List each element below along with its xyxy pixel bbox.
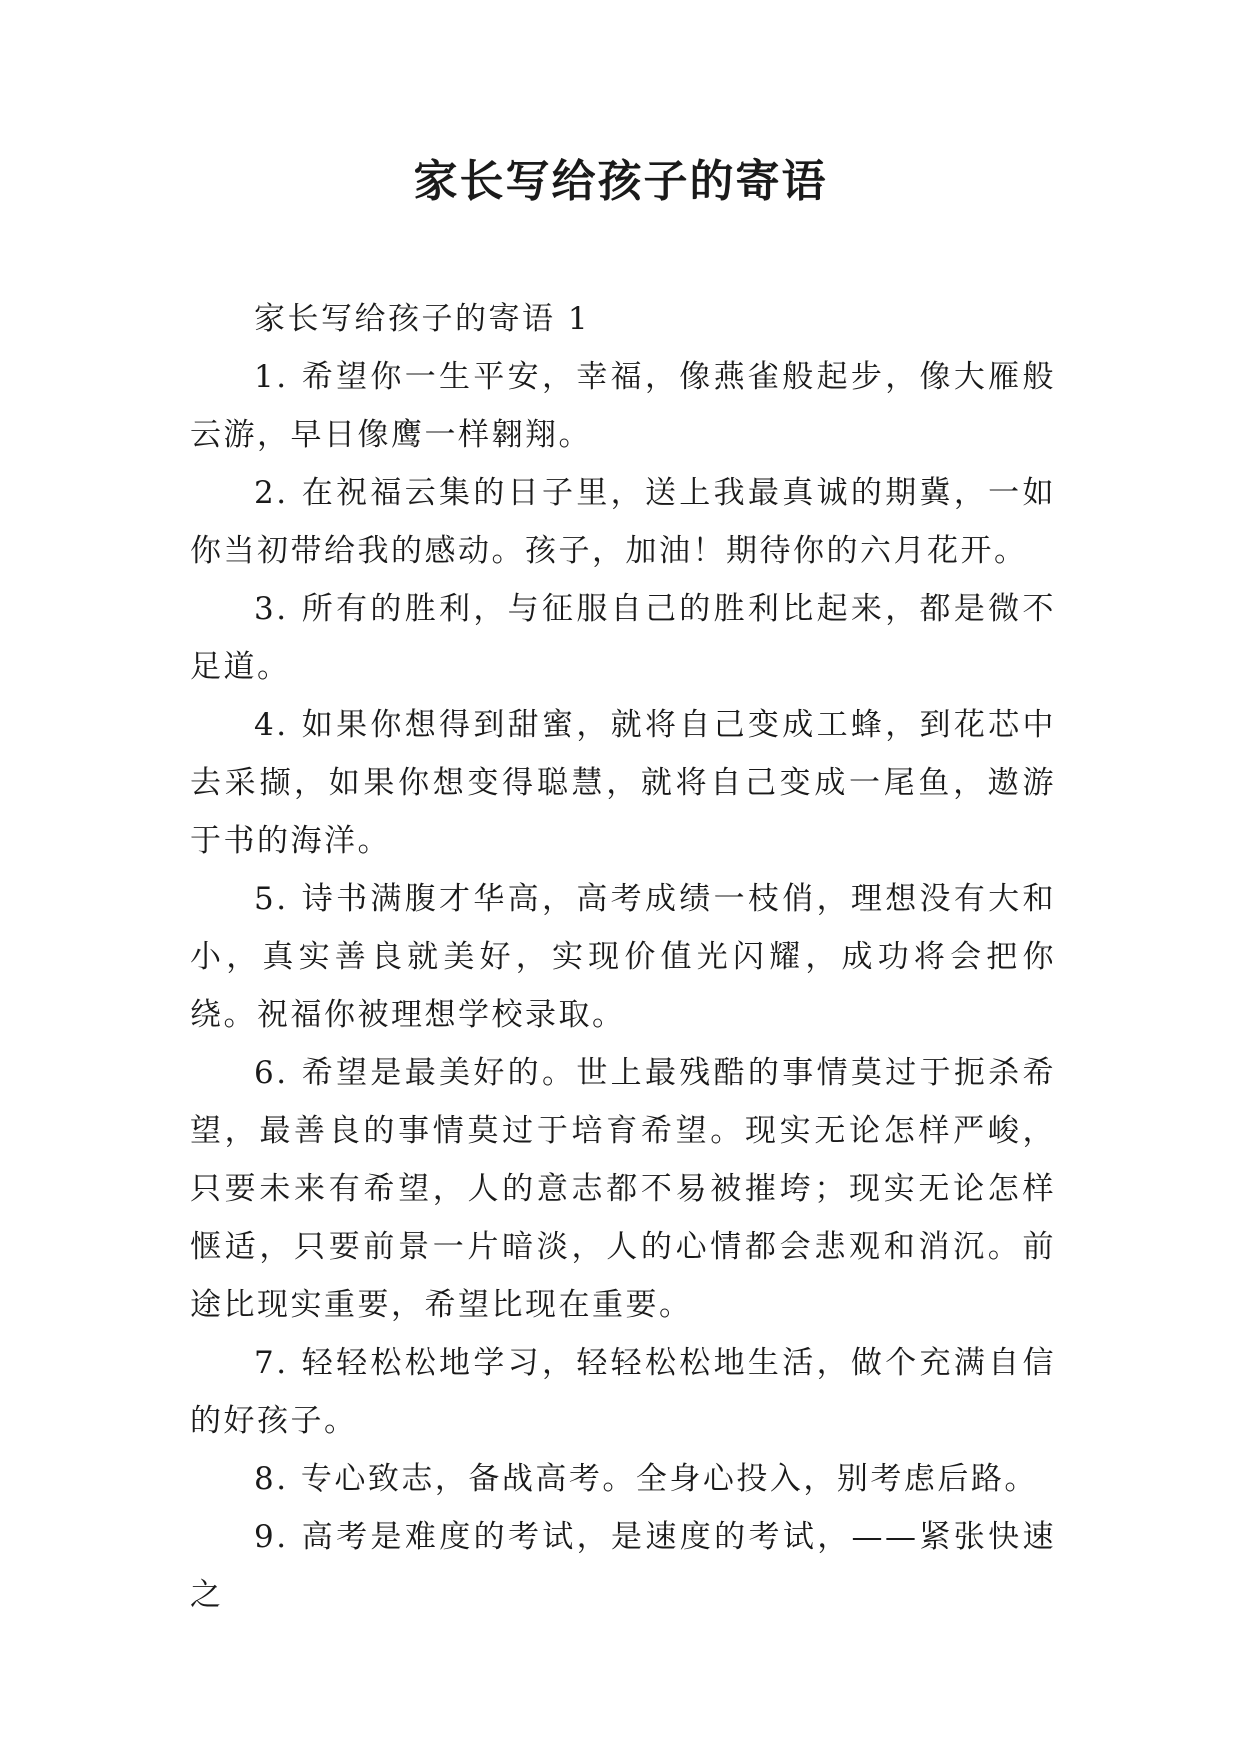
paragraph-3: 3. 所有的胜利，与征服自己的胜利比起来，都是微不足道。 xyxy=(190,591,1056,685)
paragraph-9: 9. 高考是难度的考试，是速度的考试，——紧张快速之 xyxy=(190,1519,1056,1613)
paragraph-2: 2. 在祝福云集的日子里，送上我最真诚的期冀，一如你当初带给我的感动。孩子，加油！期待你的六月花开。 xyxy=(190,475,1056,569)
paragraph-4: 4. 如果你想得到甜蜜，就将自己变成工蜂，到花芯中去采撷，如果你想变得聪慧，就将自己变成一尾鱼，遨游于书的海洋。 xyxy=(190,707,1056,859)
paragraph-1: 1. 希望你一生平安，幸福，像燕雀般起步，像大雁般云游，早日像鹰一样翱翔。 xyxy=(190,359,1056,453)
document-title: 家长写给孩子的寄语 xyxy=(413,156,828,207)
document-body xyxy=(190,290,1056,1624)
paragraph-7: 7. 轻轻松松地学习，轻轻松松地生活，做个充满自信的好孩子。 xyxy=(190,1345,1056,1439)
section-heading: 家长写给孩子的寄语 1 xyxy=(254,301,591,337)
paragraph-8: 8. 专心致志，备战高考。全身心投入，别考虑后路。 xyxy=(254,1461,1038,1497)
paragraph-5: 5. 诗书满腹才华高，高考成绩一枝俏，理想没有大和小，真实善良就美好，实现价值光闪耀，成功将会把你绕。祝福你被理想学校录取。 xyxy=(190,881,1056,1033)
paragraph-6: 6. 希望是最美好的。世上最残酷的事情莫过于扼杀希望，最善良的事情莫过于培育希望。现实无论怎样严峻，只要未来有希望，人的意志都不易被摧垮；现实无论怎样惬适，只要前景一片暗淡，人的心情都会悲观和消沉。前途比现实重要，希望比现在重要。 xyxy=(190,1055,1056,1323)
